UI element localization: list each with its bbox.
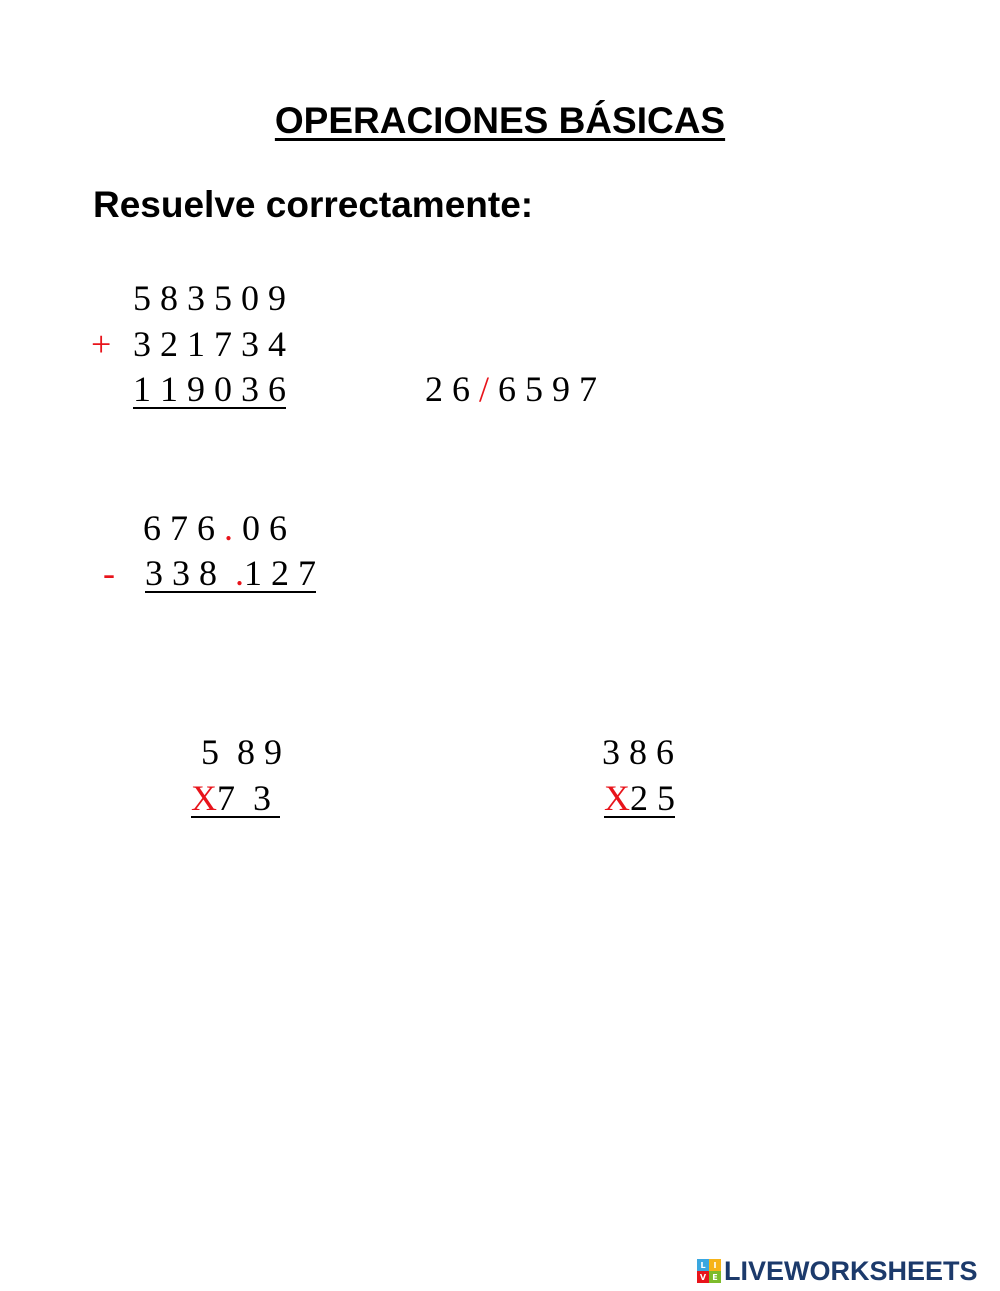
subtraction-subtrahend	[145, 551, 316, 595]
multiplier-row-1	[191, 776, 280, 820]
subtraction-minuend	[143, 506, 287, 550]
page-title-text: OPERACIONES BÁSICAS	[274, 100, 726, 141]
multiplicand-1: 5 8 9	[201, 732, 282, 772]
badge-letter-e: E	[709, 1271, 721, 1283]
logo-text: LIVEWORKSHEETS	[724, 1255, 978, 1286]
division-symbol: /	[479, 369, 490, 409]
times-sign-2: X	[604, 778, 630, 818]
division-divisor: 2 6	[425, 369, 470, 409]
subtrahend-integer: 3 3 8	[145, 553, 217, 593]
page-title	[0, 96, 1000, 146]
times-sign-1: X	[191, 778, 217, 818]
multiplier-1: 7 3	[217, 778, 271, 818]
addition-addend-3: 1 1 9 0 3 6	[133, 369, 286, 409]
badge-letter-v: V	[697, 1271, 709, 1283]
multiplier-2: 2 5	[630, 778, 675, 818]
minuend-decimal-point: .	[224, 508, 233, 548]
division-exercise	[425, 367, 597, 411]
instructions: Resuelve correctamente:	[93, 184, 534, 225]
division-dividend: 6 5 9 7	[498, 369, 598, 409]
subtrahend-decimal-point: .	[235, 553, 244, 593]
subtrahend-decimals: 1 2 7	[244, 553, 316, 593]
addition-addend-1: 5 8 3 5 0 9	[133, 278, 286, 318]
plus-sign: +	[91, 324, 112, 364]
multiplier-row-2	[604, 776, 675, 820]
liveworksheets-logo	[697, 1256, 978, 1286]
addition-addend-2: 3 2 1 7 3 4	[133, 324, 286, 364]
minuend-decimals: 0 6	[242, 508, 287, 548]
badge-letter-l: L	[697, 1259, 709, 1271]
badge-letter-i: I	[709, 1259, 721, 1271]
minus-sign: -	[103, 553, 115, 593]
multiplicand-2: 3 8 6	[602, 732, 674, 772]
minuend-integer: 6 7 6	[143, 508, 215, 548]
logo-badge-icon	[697, 1259, 721, 1283]
